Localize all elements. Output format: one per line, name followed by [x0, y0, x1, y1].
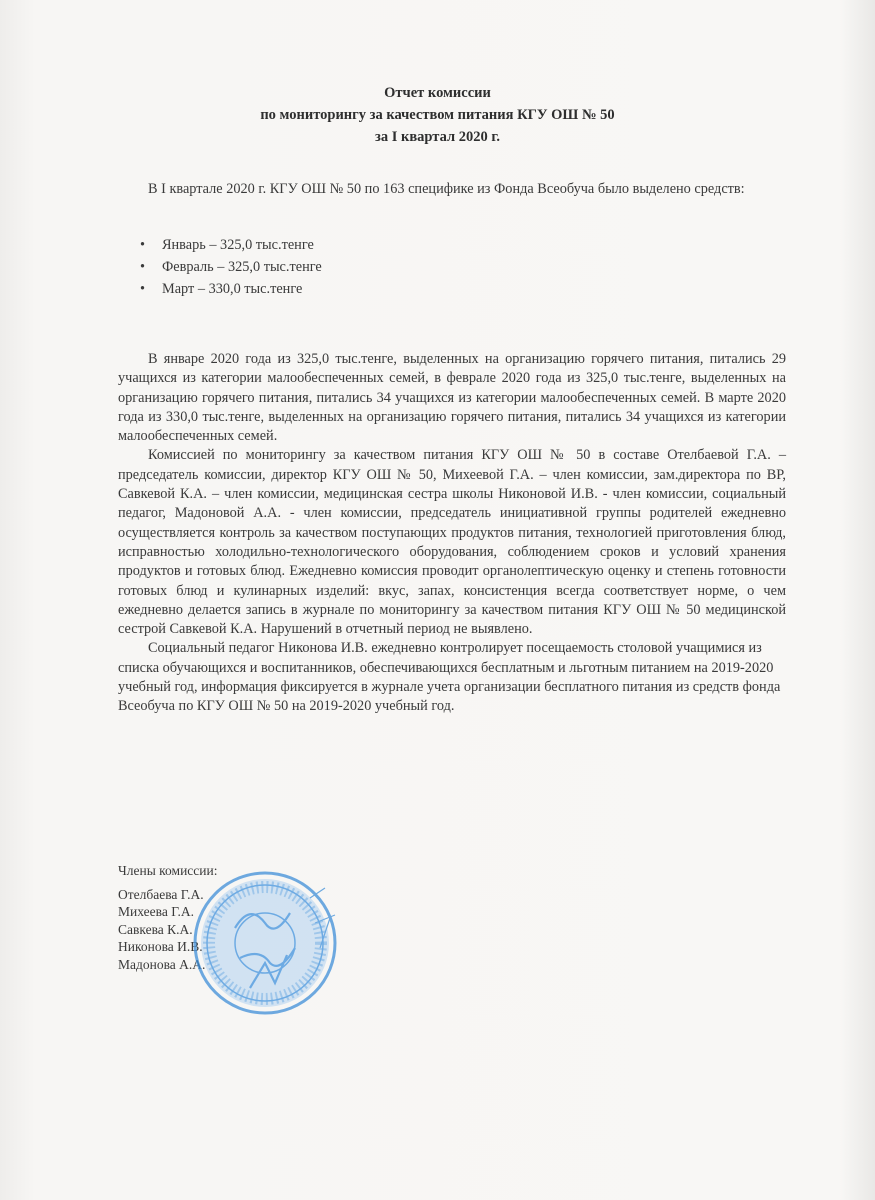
title-line-1: Отчет комиссии [384, 85, 491, 101]
allocation-item: • Март – 330,0 тыс.тенге [140, 278, 322, 300]
paragraph: В январе 2020 года из 325,0 тыс.тенге, выделенных на организацию горячего питания, питались 29 учащихся из категории малообеспеченных семей, в феврале 2020 года из 325,0 тыс.тенге, выделенных на организацию горячего питания, питались 34 учащихся из категории малообеспеченных семей. В марте 2020 года из 330,0 тыс.тенге, выделенных на организацию горячего питания, питались 34 учащихся из категории малообеспеченных семей. [118, 351, 786, 445]
member-name: Савкева К.А. [118, 921, 193, 937]
member-name: Отелбаева Г.А. [118, 886, 204, 902]
intro-paragraph: В I квартале 2020 г. КГУ ОШ № 50 по 163 специфике из Фонда Всеобуча было выделено средств: [148, 181, 745, 197]
allocation-list [140, 234, 322, 300]
member-name: Мадонова А.А. [118, 956, 206, 972]
allocation-item: • Февраль – 325,0 тыс.тенге [140, 256, 322, 278]
title-line-3: за I квартал 2020 г. [375, 129, 500, 145]
allocation-item: • Январь – 325,0 тыс.тенге [140, 234, 322, 256]
title-line-2: по мониторингу за качеством питания КГУ ОШ № 50 [260, 107, 615, 123]
paragraph: Социальный педагог Никонова И.В. ежедневно контролирует посещаемость столовой учащимися из списка обучающихся и воспитанников, обеспечивающихся бесплатным и льготным питанием на 2019-2020 учебный год, информация фиксируется в журнале учета организации бесплатного питания из средств фонда Всеобуча по КГУ ОШ № 50 на 2019-2020 учебный год. [118, 640, 781, 715]
signature-heading: Члены комиссии: [118, 863, 218, 878]
official-stamp-icon [190, 868, 340, 1018]
paragraph: Комиссией по мониторингу за качеством питания КГУ ОШ № 50 в составе Отелбаевой Г.А. – председатель комиссии, директор КГУ ОШ № 50, Михеевой Г.А. – член комиссии, зам.директора по ВР, Савкевой К.А. – член комиссии, медицинская сестра школы Никоновой И.В. - член комиссии, социальный педагог, Мадоновой А.А. - член комиссии, председатель инициативной группы родителей ежедневно осуществляется контроль за качеством поступающих продуктов питания, технологией приготовления блюд, исправностью холодильно-технологического оборудования, соблюдением сроков и условий хранения продуктов и готовых блюд. Ежедневно комиссия проводит органолептическую оценку и степень готовности готовых блюд и кулинарных изделий: вкус, запах, консистенция всегда соответствует норме, о чем ежедневно делается запись в журнале по мониторингу за качеством питания КГУ ОШ № 50 медицинской сестрой Савкевой К.А. Нарушений в отчетный период не выявлено. [118, 447, 786, 638]
member-name: Никонова И.В. [118, 939, 203, 954]
document-title [0, 82, 875, 148]
member-name: Михеева Г.А. [118, 904, 194, 919]
body-text [118, 350, 786, 717]
